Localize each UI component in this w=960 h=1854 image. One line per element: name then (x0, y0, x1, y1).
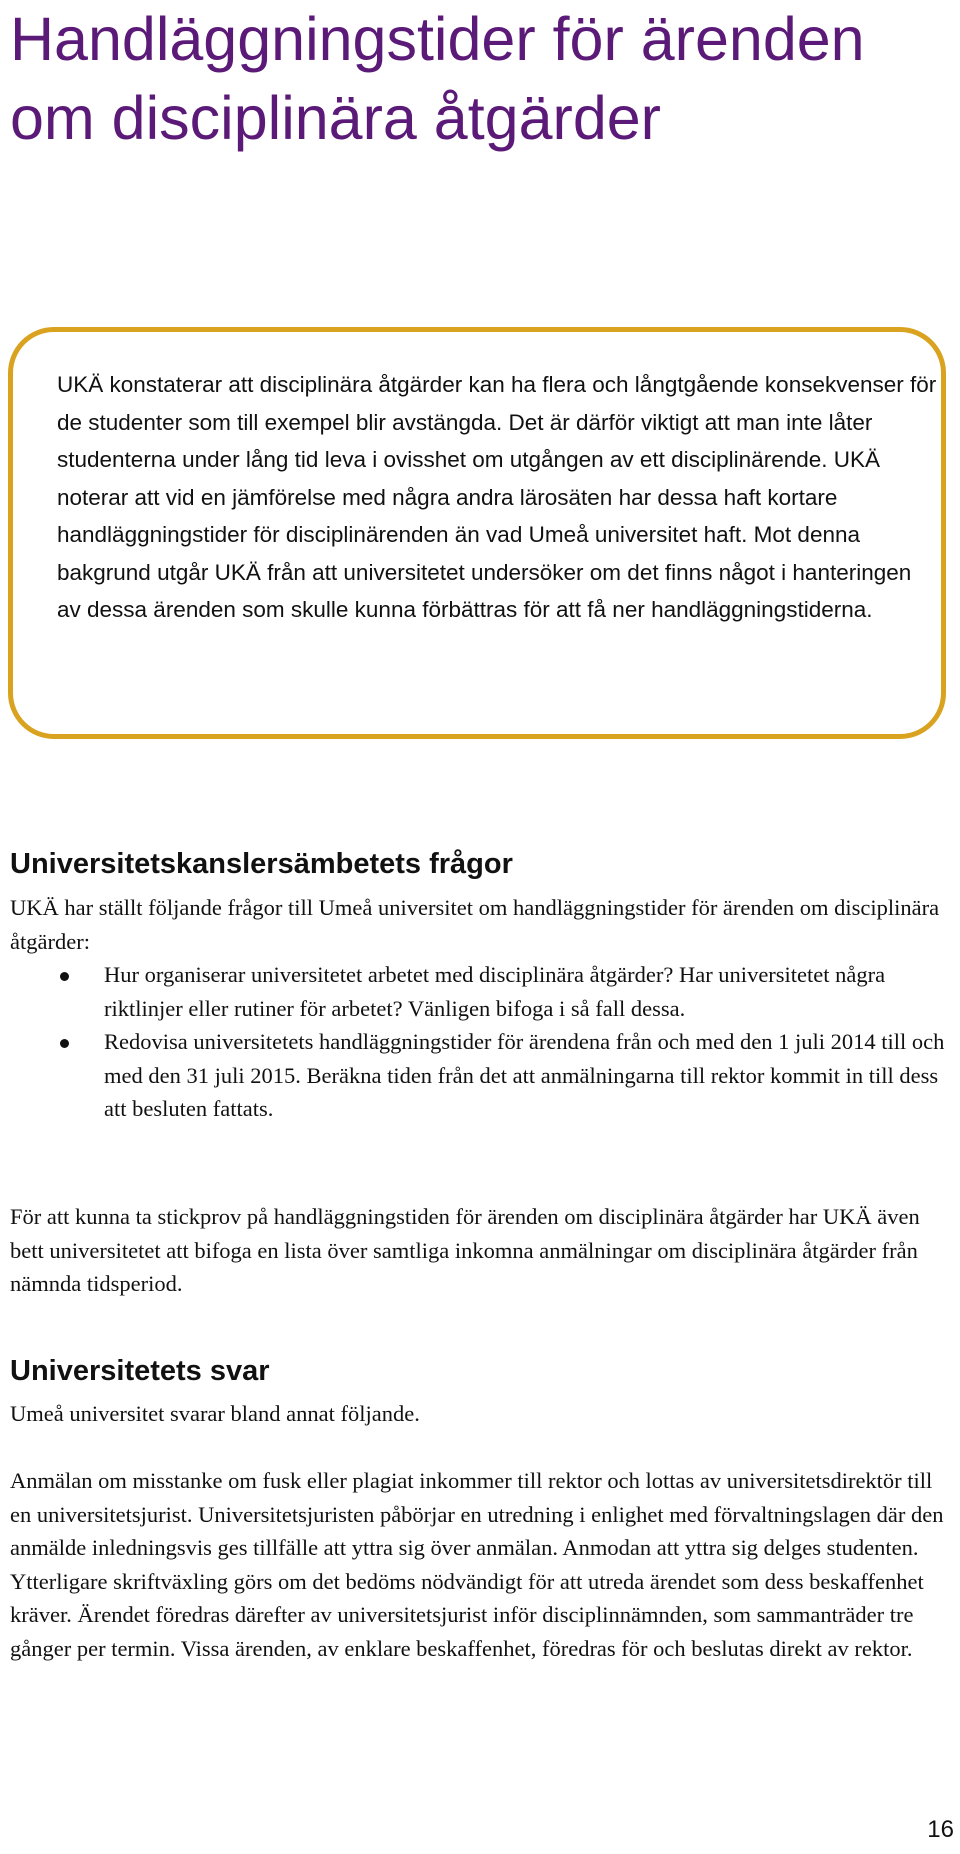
questions-list (10, 958, 952, 1126)
questions-heading: Universitetskanslersämbetets frågor (10, 848, 513, 880)
answer-paragraph: Anmälan om misstanke om fusk eller plagiat inkommer till rektor och lottas av universitetsdirektör till en universitetsjurist. Universitetsjuristen påbörjar en utredning i enlighet med förvaltningslagen där den anmälde inledningsvis ges tillfälle att yttra sig över anmälan. Anmodan att yttra sig delges studenten. Ytterligare skriftväxling görs om det bedöms nödvändigt för att utreda ärendet som dess beskaffenhet kräver. Ärendet föredras därefter av universitetsjurist inför disciplinnämnden, som sammanträder tre gånger per termin. Vissa ärenden, av enklare beskaffenhet, föredras för och beslutas direkt av rektor. (10, 1468, 944, 1661)
callout-box (8, 327, 946, 739)
list-item (10, 1025, 952, 1126)
bullet-icon (60, 1039, 69, 1048)
page-title: Handläggningstider för ärenden om disciplinära åtgärder (10, 5, 865, 152)
list-item (10, 958, 952, 1025)
callout-text: UKÄ konstaterar att disciplinära åtgärder kan ha flera och långtgående konsekvenser för de studenter som till exempel blir avstängda. Det är därför viktigt att man inte låter studenterna under lång tid leva i ovisshet om utgången av ett disciplinärende. UKÄ noterar att vid en jämförelse med några andra lärosäten har dessa haft kortare handläggningstider för disciplinärenden än vad Umeå universitet haft. Mot denna bakgrund utgår UKÄ från att universitetet undersöker om det finns något i hanteringen av dessa ärenden som skulle kunna förbättras för att få ner handläggningstiderna. (57, 372, 937, 622)
page-number: 16 (927, 1816, 954, 1843)
answer-intro: Umeå universitet svarar bland annat följande. (10, 1401, 420, 1426)
bullet-icon (60, 972, 69, 981)
list-item-text: Redovisa universitetets handläggningstider för ärendena från och med den 1 juli 2014 till och med den 31 juli 2015. Beräkna tiden från det att anmälningarna till rektor kommit in till dess att besluten fattats. (104, 1029, 945, 1121)
answer-heading: Universitetets svar (10, 1355, 270, 1387)
questions-followup: För att kunna ta stickprov på handläggningstiden för ärenden om disciplinära åtgärder har UKÄ även bett universitetet att bifoga en lista över samtliga inkomna anmälningar om disciplinära åtgärder från nämnda tidsperiod. (10, 1204, 920, 1296)
list-item-text: Hur organiserar universitetet arbetet med disciplinära åtgärder? Har universitetet några riktlinjer eller rutiner för arbetet? Vänligen bifoga i så fall dessa. (104, 962, 886, 1021)
questions-intro: UKÄ har ställt följande frågor till Umeå universitet om handläggningstider för ärenden om disciplinära åtgärder: (10, 895, 940, 954)
